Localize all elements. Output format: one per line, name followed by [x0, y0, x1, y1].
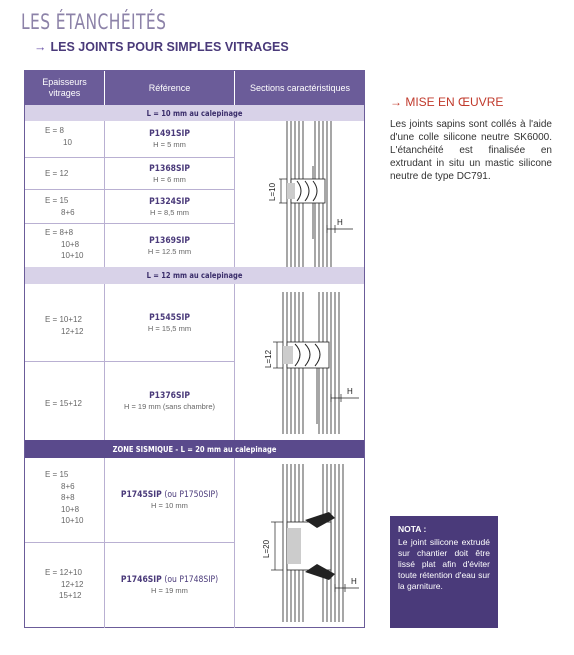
height-value: H = 15,5 mm: [147, 323, 192, 333]
height-value: H = 19 mm (sans chambre): [123, 402, 216, 411]
section-length-label: L=10: [268, 182, 277, 201]
section-drawing-l20: [235, 458, 364, 628]
reference-code: P1746SIP (ou P1748SIP): [120, 575, 219, 585]
col-header-reference: Référence: [105, 71, 234, 105]
thickness-cell: E = 15 8+6: [45, 196, 75, 217]
height-value: H = 6 mm: [153, 174, 186, 184]
section-h-label: H: [337, 218, 343, 227]
reference-code: P1745SIP (ou P1750SIP): [120, 490, 219, 500]
thickness-cell: E = 12+10 12+12 15+12: [45, 568, 84, 600]
reference-cell: [105, 121, 234, 157]
reference-cell: [105, 458, 234, 542]
thickness-cell: E = 15 8+6 8+8 10+8 10+10: [45, 470, 84, 525]
mise-en-oeuvre-text: Les joints sapins sont collés à l'aide d'une colle silicone neutre SK6000. L'étanchéité est finalisée en extrudant in situ un mastic silicone neutre de type DC791.: [390, 119, 552, 182]
page-title: LES ÉTANCHÉITÉS: [21, 10, 167, 34]
reference-code: P1545SIP: [149, 312, 190, 323]
subtitle-text: LES JOINTS POUR SIMPLES VITRAGES: [50, 40, 289, 54]
height-value: H = 8,5 mm: [150, 207, 189, 217]
band-l12: L = 12 mm au calepinage: [25, 267, 364, 284]
reference-cell: [105, 224, 234, 267]
height-value: H = 19 mm: [151, 586, 188, 595]
thickness-cell: E = 8 10: [45, 126, 72, 147]
section-drawing-l12: [235, 284, 364, 440]
nota-title: NOTA :: [398, 524, 427, 534]
thickness-cell: E = 8+8 10+8 10+10: [45, 228, 84, 260]
band-zone-sismique: ZONE SISMIQUE - L = 20 mm au calepinage: [25, 440, 364, 458]
height-value: H = 12.5 mm: [147, 246, 192, 256]
thickness-cell: E = 10+12 12+12: [45, 315, 84, 336]
reference-code: P1369SIP: [149, 235, 190, 246]
band-l10: L = 10 mm au calepinage: [25, 105, 364, 121]
reference-cell: [105, 158, 234, 189]
height-value: H = 5 mm: [153, 140, 186, 149]
reference-code: P1324SIP: [149, 196, 190, 207]
reference-cell: [105, 190, 234, 223]
reference-code: P1368SIP: [149, 163, 190, 174]
col-header-thickness: Epaisseurs vitrages: [25, 71, 104, 105]
joints-table: [24, 70, 365, 628]
arrow-right-icon: →: [390, 95, 402, 109]
nota-box: [390, 516, 498, 628]
col-header-sections: Sections caractéristiques: [235, 71, 365, 105]
section-subtitle: [34, 40, 289, 54]
section-h-label: H: [347, 387, 353, 396]
section-length-label: L=12: [264, 349, 273, 368]
thickness-cell: E = 12: [45, 169, 69, 178]
nota-text: Le joint silicone extrudé sur chantier doit être lissé plat afin d'éviter toute rétention d'eau sur la garniture.: [398, 537, 490, 591]
arrow-right-icon: →: [34, 40, 47, 54]
reference-cell: [105, 362, 234, 440]
reference-cell: [105, 543, 234, 627]
section-length-label: L=20: [262, 539, 271, 558]
height-value: H = 10 mm: [151, 501, 188, 510]
reference-code: P1491SIP: [149, 129, 190, 139]
section-drawing-l10: [235, 121, 364, 267]
reference-code: P1376SIP: [149, 391, 190, 401]
reference-cell: [105, 284, 234, 361]
section-h-label: H: [351, 577, 357, 586]
thickness-cell: E = 15+12: [45, 399, 82, 408]
mise-en-oeuvre-title: → MISE EN ŒUVRE: [390, 95, 504, 109]
